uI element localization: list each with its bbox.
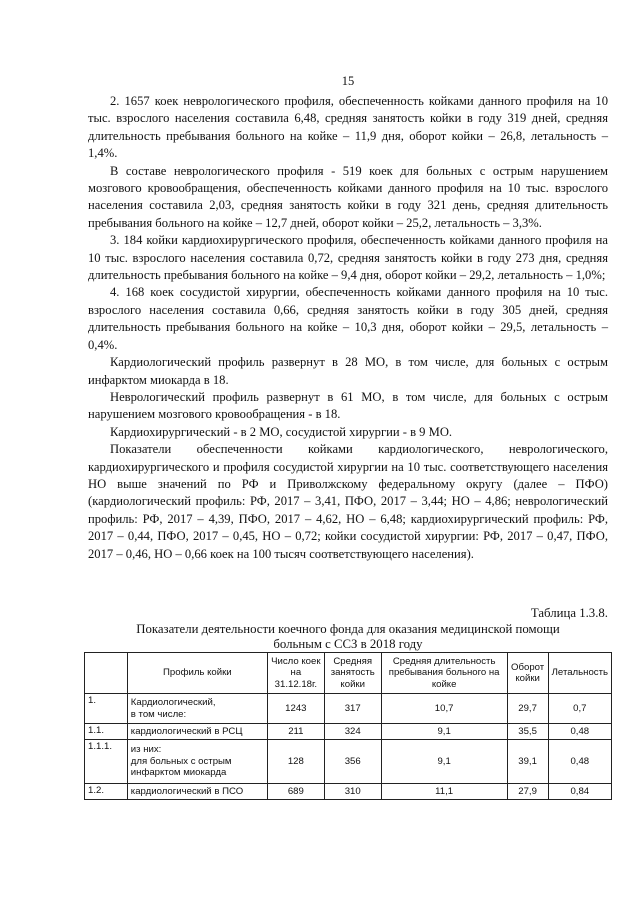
cell-turnover: 29,7	[507, 694, 548, 724]
header-code	[85, 653, 128, 694]
cell-beds: 211	[267, 724, 324, 740]
cell-profile: кардиологический в ПСО	[127, 784, 267, 800]
cell-occupancy: 310	[324, 784, 381, 800]
cell-mortality: 0,7	[548, 694, 611, 724]
paragraph: Кардиологический профиль развернут в 28 МО, в том числе, для больных с острым инфарктом миокарда в 18.	[88, 355, 608, 387]
cell-stay: 10,7	[381, 694, 507, 724]
cell-code: 1.1.	[85, 724, 128, 740]
cell-profile: кардиологический в РСЦ	[127, 724, 267, 740]
paragraph: Кардиохирургический - в 2 МО, сосудистой хирургии - в 9 МО.	[110, 424, 453, 439]
cell-profile-line: из них:	[130, 744, 162, 756]
table-row	[85, 740, 612, 784]
cell-mortality: 0,48	[548, 724, 611, 740]
table-title	[88, 622, 608, 651]
cell-occupancy: 324	[324, 724, 381, 740]
cell-code: 1.2.	[85, 784, 128, 800]
table-row	[85, 784, 612, 800]
cell-profile	[127, 694, 267, 724]
table-row	[85, 694, 612, 724]
cell-profile	[127, 740, 267, 784]
table-row	[85, 724, 612, 740]
table-header-row	[85, 653, 612, 694]
paragraph: 4. 168 коек сосудистой хирургии, обеспеченность койками данного профиля на 10 тыс. взрослого населения составила 0,66, средняя занятость койки в году 305 дней, средняя длительность пребывания больного на койке – 10,3 дня, оборот койки – 29,5, летальность – 0,4%.	[88, 285, 608, 352]
cell-turnover: 35,5	[507, 724, 548, 740]
paragraph: 3. 184 койки кардиохирургического профиля, обеспеченность койками данного профиля на 10 тыс. взрослого населения составила 0,72, средняя занятость койки в году 273 дня, средняя длительность пребывания больного на койке – 9,4 дня, оборот койки – 29,2, летальность – 1,0%;	[88, 233, 608, 283]
cell-code: 1.1.1.	[85, 740, 128, 784]
cell-turnover: 27,9	[507, 784, 548, 800]
cell-profile-line: для больных с острым инфарктом миокарда	[130, 755, 232, 779]
page-number: 15	[341, 74, 355, 88]
table-title-line: Показатели деятельности коечного фонда для оказания медицинской помощи	[136, 622, 560, 636]
cell-beds: 689	[267, 784, 324, 800]
paragraph: Неврологический профиль развернут в 61 МО, в том числе, для больных с острым нарушением мозгового кровообращения - в 18.	[88, 389, 608, 422]
bed-stats-table	[84, 652, 612, 800]
paragraph: В составе неврологического профиля - 519 коек для больных с острым нарушением мозгового кровообращения, обеспеченность койками данного профиля на 10 тыс. взрослого населения составила 2,03, средняя занятость койки в году 321 день, средняя длительность пребывания больного на койке – 12,7 дней, оборот койки – 25,2, летальность – 3,3%.	[88, 163, 608, 230]
cell-mortality: 0,84	[548, 784, 611, 800]
cell-code: 1.	[85, 694, 128, 724]
table-title-line: больным с ССЗ в 2018 году	[273, 636, 423, 651]
body-text	[88, 93, 608, 563]
cell-occupancy: 356	[324, 740, 381, 784]
table-label: Таблица 1.3.8.	[530, 606, 608, 620]
header-stay: Средняя длительность пребывания больного на койке	[381, 653, 507, 694]
cell-stay: 9,1	[381, 740, 507, 784]
header-turnover: Оборот койки	[507, 653, 548, 694]
header-profile: Профиль койки	[127, 653, 267, 694]
paragraph: Показатели обеспеченности койками кардиологического, неврологического, кардиохирургического и профиля сосудистой хирургии на 10 тыс. соответствующего населения НО выше значений по РФ и Приволжскому федеральному округу (далее – ПФО) (кардиологический профиль: РФ, 2017 – 3,41, ПФО, 2017 – 3,44; НО – 4,86; неврологический профиль: РФ, 2017 – 4,39, ПФО, 2017 – 4,62, НО – 6,48; кардиохирургический профиль: РФ, 2017 – 0,44, ПФО, 2017 – 0,45, НО – 0,72; койки сосудистой хирургии: РФ, 2017 – 0,47, ПФО, 2017 – 0,46, НО – 0,66 коек на 100 тысяч соответствующего населения).	[88, 442, 608, 561]
header-mortality: Летальность	[548, 653, 611, 694]
cell-stay: 11,1	[381, 784, 507, 800]
cell-profile-line: в том числе:	[130, 708, 187, 720]
cell-turnover: 39,1	[507, 740, 548, 784]
paragraph: 2. 1657 коек неврологического профиля, обеспеченность койками данного профиля на 10 тыс. взрослого населения составила 6,48, средняя занятость койки в году 319 дней, средняя длительность пребывания больного на койке – 11,9 дня, оборот койки – 26,8, летальность – 1,4%.	[88, 94, 608, 161]
cell-beds: 128	[267, 740, 324, 784]
cell-stay: 9,1	[381, 724, 507, 740]
header-beds: Число коек на 31.12.18г.	[267, 653, 324, 694]
cell-beds: 1243	[267, 694, 324, 724]
cell-mortality: 0,48	[548, 740, 611, 784]
cell-occupancy: 317	[324, 694, 381, 724]
header-occupancy: Средняя занятость койки	[324, 653, 381, 694]
cell-profile-line: Кардиологический,	[130, 697, 216, 708]
